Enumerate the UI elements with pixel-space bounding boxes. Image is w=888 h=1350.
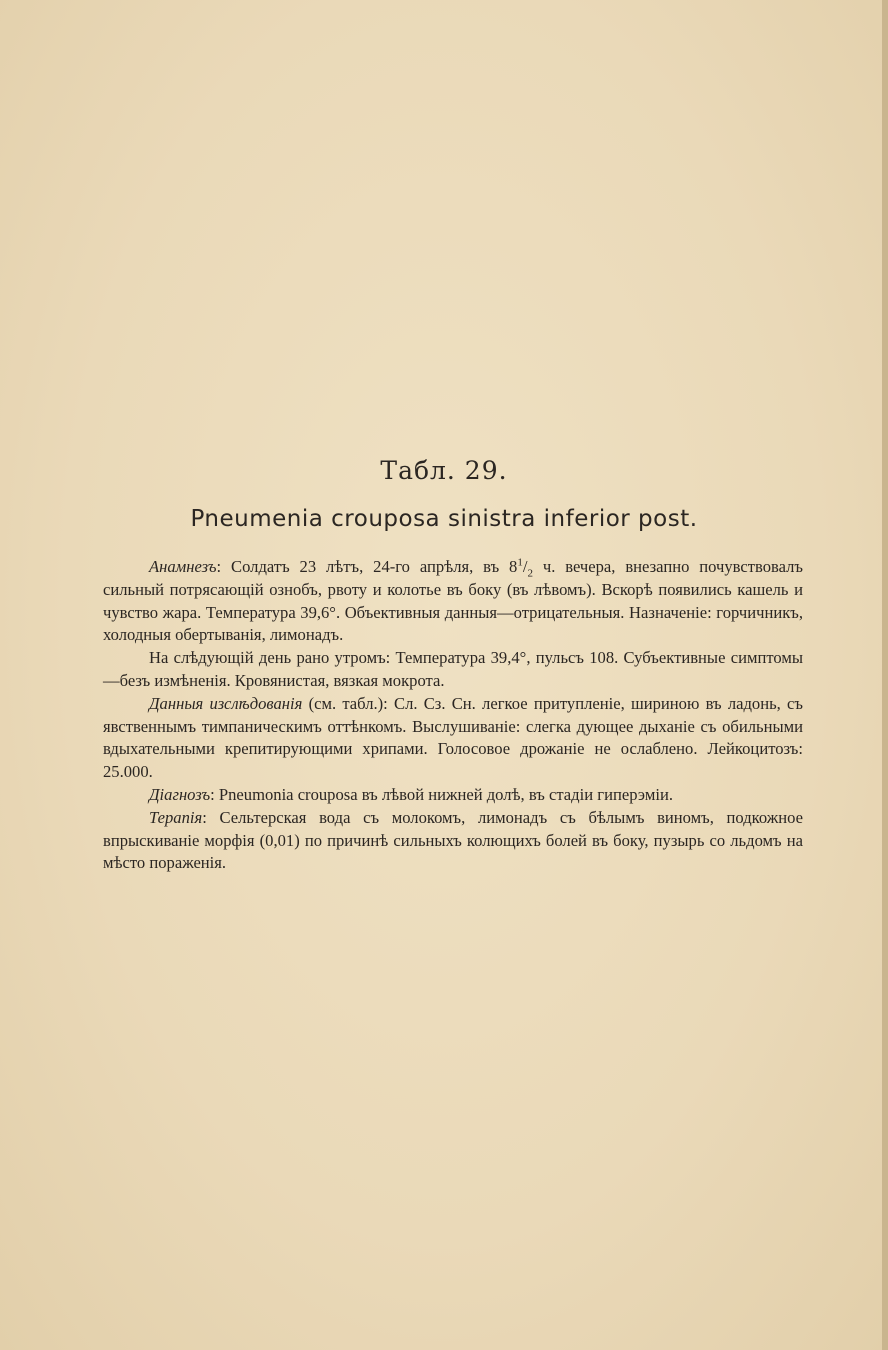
lead-findings: Данныя изслѣдованія bbox=[149, 693, 303, 713]
next-day-text: На слѣдующій день рано утромъ: Температура 39,4°, пульсъ 108. Субъективные симптомы—безъ измѣненія. Кровянистая, вязкая мокрота. bbox=[103, 648, 803, 690]
paragraph-next-day bbox=[103, 647, 803, 693]
paragraph-diagnosis bbox=[103, 784, 803, 807]
fraction-numerator: 1 bbox=[517, 556, 523, 569]
therapy-text: : Сельтерская вода съ молокомъ, лимонадъ съ бѣлымъ виномъ, подкожное впрыскиваніе морфія (0,01) по причинѣ сильныхъ колющихъ болей въ боку, пузырь со льдомъ на мѣсто пораженія. bbox=[103, 807, 803, 873]
paragraph-findings bbox=[103, 693, 803, 784]
fraction-denominator: 2 bbox=[527, 567, 533, 580]
case-text bbox=[103, 556, 803, 875]
page-edge bbox=[882, 0, 888, 1350]
paragraph-therapy bbox=[103, 807, 803, 875]
anamnesis-text-2: ч. вечера, внезапно почувствовалъ сильный потрясающій ознобъ, рвоту и колотье въ боку (въ лѣвомъ). Вскорѣ появились кашель и чувство жара. Температура 39,6°. Объективныя данныя—отрицательныя. Назначеніе: горчичникъ, холодныя обертыванія, лимонадъ. bbox=[103, 557, 804, 645]
table-title: Табл. 29. bbox=[380, 456, 508, 485]
paragraph-anamnesis: Анамнезъ: Солдатъ 23 лѣтъ, 24-го апрѣля, въ $8^1/_2$ ч. вечера, внезапно почувствовалъ сильный потрясающій ознобъ, рвоту и колотье въ боку (въ лѣвомъ). Вскорѣ появились кашель и чувство жара. Температура 39,6°. Объективныя данныя—отрицательныя. Назначеніе: горчичникъ, холодныя обертыванія, лимонадъ. bbox=[103, 556, 804, 645]
lead-anamnesis: Анамнезъ bbox=[149, 557, 217, 576]
diagnosis-text: : Pneumonia crouposa въ лѣвой нижней долѣ, въ стадіи гиперэміи. bbox=[210, 784, 674, 804]
diagnosis-heading: Pneumenia crouposa sinistra inferior post. bbox=[190, 506, 698, 532]
anamnesis-text-1: : Солдатъ 23 лѣтъ, 24-го апрѣля, въ 8 bbox=[216, 557, 518, 576]
lead-therapy: Терапія bbox=[149, 807, 203, 827]
lead-diagnosis: Діагнозъ bbox=[149, 784, 211, 804]
findings-text: (см. табл.): Сл. Сз. Сн. легкое притупленіе, шириною въ ладонь, съ явственнымъ тимпаническимъ оттѣнкомъ. Выслушиваніе: слегка дующее дыханіе съ обильными вдыхательными крепитирующими хрипами. Голосовое дрожаніе не ослаблено. Лейкоцитозъ: 25.000. bbox=[103, 693, 803, 782]
